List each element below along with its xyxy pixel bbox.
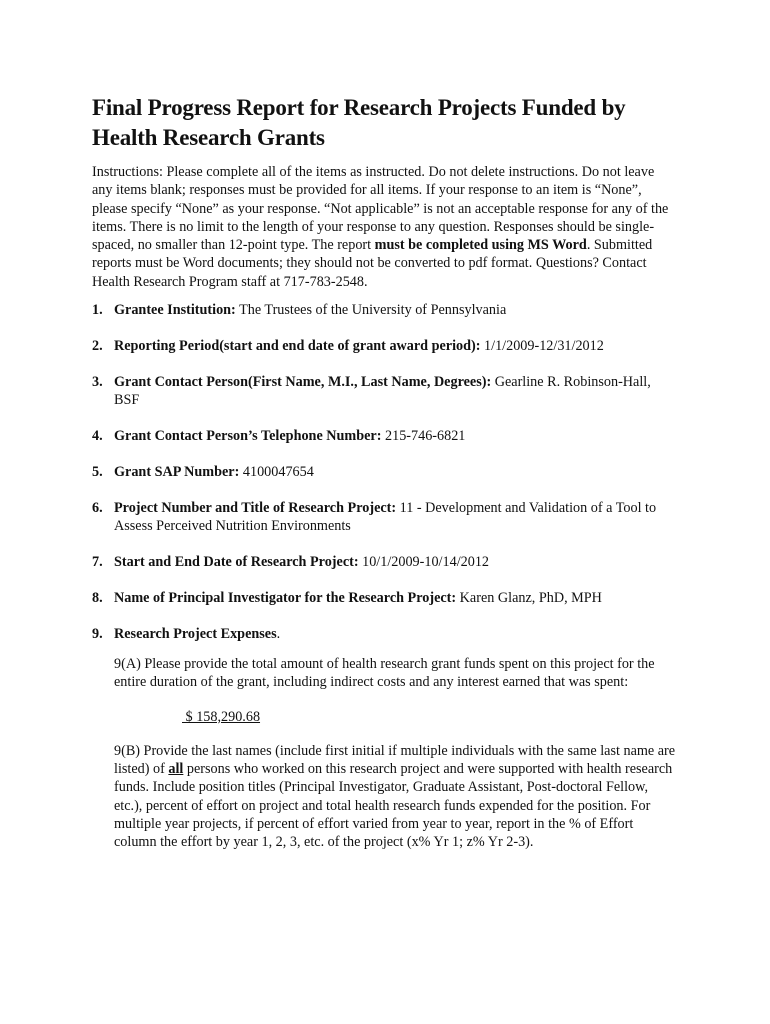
item-label: Project Number and Title of Research Project:: [114, 500, 397, 517]
item-number: 9.: [92, 626, 103, 643]
item-label: Start and End Date of Research Project:: [114, 554, 359, 571]
item-principal-investigator: [92, 589, 676, 607]
item-number: 4.: [92, 428, 103, 445]
page-title: Final Progress Report for Research Projects Funded by Health Research Grants: [92, 95, 626, 150]
item-value: 4100047654: [239, 464, 314, 481]
item-label: Grant Contact Person(First Name, M.I., Last Name, Degrees):: [114, 374, 492, 391]
section-9a-text: 9(A) Please provide the total amount of health research grant funds spent on this project for the entire duration of the grant, including indirect costs and any interest earned that was spent:: [114, 656, 655, 691]
section-9b-paragraph: [114, 742, 676, 852]
item-number: 7.: [92, 554, 103, 571]
total-amount-value: $ 158,290.68: [182, 708, 261, 725]
item-value: Gearline R. Robinson-Hall, BSF: [114, 374, 651, 409]
instructions-text-continued: . Submitted reports must be Word documents; they should not be converted to pdf format. Questions? Contact Health Research Program staff at 717-783-2548.: [92, 237, 653, 290]
section-9b-bold-all: all: [168, 760, 184, 777]
item-value: 215-746-6821: [381, 428, 466, 445]
item-project-dates: [92, 553, 676, 571]
section-9b-text: 9(B) Provide the last names (include first initial if multiple individuals with the same last name are listed) of: [114, 742, 676, 777]
item-number: 3.: [92, 374, 103, 391]
item-number: 2.: [92, 338, 103, 355]
item-contact-telephone: [92, 427, 676, 445]
item-value: .: [276, 626, 281, 643]
item-grantee-institution: [92, 301, 676, 319]
section-9b-text-continued: persons who worked on this research project and were supported with health research funds. Include position titles (Principal Investigator, Graduate Assistant, Post-doctoral Fellow, etc.), percent of effort on project and total health research funds expended for the position. For multiple year projects, if percent of effort varied from year to year, report in the % of Effort column the effort by year 1, 2, 3, etc. of the project (x% Yr 1; z% Yr 2-3).: [114, 760, 673, 851]
item-number: 1.: [92, 302, 103, 319]
item-grant-contact-person: [92, 373, 676, 409]
item-grant-sap-number: [92, 463, 676, 481]
item-number: 6.: [92, 500, 103, 517]
instructions-paragraph: [92, 163, 676, 291]
item-label: Reporting Period(start and end date of grant award period):: [114, 338, 481, 355]
item-project-number-title: [92, 499, 676, 535]
item-label: Grant SAP Number:: [114, 464, 240, 481]
item-label: Grantee Institution:: [114, 302, 236, 319]
instructions-text: Instructions: Please complete all of the items as instructed. Do not delete instructions. Do not leave any items blank; responses must be provided for all items. If your response to an item is “None”, please specify “None” as your response. “Not applicable” is not an acceptable response for any of the items. There is no limit to the length of your response to any question. Responses should be single-spaced, no smaller than 12-point type. The report: [92, 164, 669, 254]
item-value: The Trustees of the University of Pennsylvania: [235, 302, 507, 319]
item-value: Karen Glanz, PhD, MPH: [456, 590, 602, 607]
item-number: 5.: [92, 464, 103, 481]
item-label: Grant Contact Person’s Telephone Number:: [114, 428, 382, 445]
item-number: 8.: [92, 590, 103, 607]
item-label: Research Project Expenses: [114, 626, 277, 643]
report-items-list: [92, 301, 676, 643]
document-page: [92, 93, 676, 851]
item-reporting-period: [92, 337, 676, 355]
item-value: 11 - Development and Validation of a Tool to Assess Perceived Nutrition Environments: [114, 500, 657, 535]
instructions-bold-text: must be completed using MS Word: [374, 237, 587, 254]
item-label: Name of Principal Investigator for the Research Project:: [114, 590, 457, 607]
item-value: 1/1/2009-12/31/2012: [480, 338, 604, 355]
item-research-project-expenses: [92, 625, 676, 643]
item-value: 10/1/2009-10/14/2012: [358, 554, 490, 571]
